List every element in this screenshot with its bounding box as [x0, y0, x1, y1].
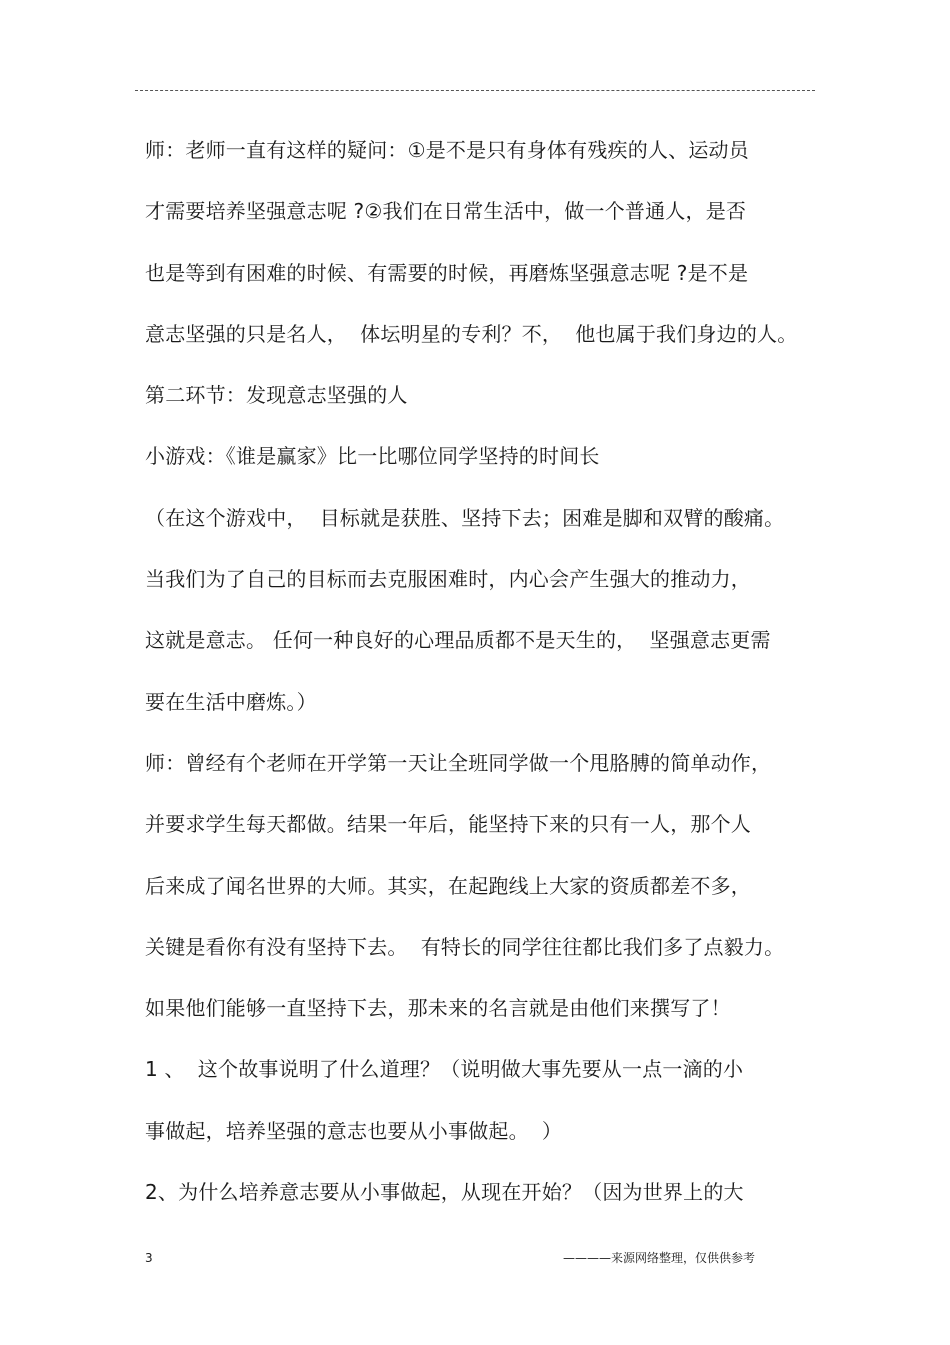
text-line: 这就是意志。 任何一种良好的心理品质都不是天生的， 坚强意志更需 [145, 628, 771, 653]
text-line: 后来成了闻名世界的大师。其实，在起跑线上大家的资质都差不多， [145, 873, 751, 898]
header-rule [135, 90, 815, 91]
text-line: 事做起，培养坚强的意志也要从小事做起。 ） [145, 1118, 563, 1143]
text-line: （在这个游戏中， 目标就是获胜、坚持下去；困难是脚和双臂的酸痛。 [145, 505, 785, 530]
text-line: 要在生活中磨炼。） [145, 689, 317, 714]
text-line: 当我们为了自己的目标而去克服困难时，内心会产生强大的推动力， [145, 567, 751, 592]
source-note: ————来源网络整理，仅供供参考 [562, 1251, 755, 1265]
text-line: 师：曾经有个老师在开学第一天让全班同学做一个甩胳膊的简单动作， [145, 750, 772, 775]
text-line: 师：老师一直有这样的疑问：①是不是只有身体有残疾的人、运动员 [145, 138, 749, 162]
text-line: 2、为什么培养意志要从小事做起，从现在开始？（因为世界上的大 [145, 1180, 744, 1205]
text-line: 也是等到有困难的时候、有需要的时候，再磨炼坚强意志呢 ?是不是 [145, 260, 749, 285]
text-line: 关键是看你有没有坚持下去。 有特长的同学往往都比我们多了点毅力。 [145, 934, 785, 959]
text-line: 小游戏：《谁是赢家》比一比哪位同学坚持的时间长 [145, 444, 600, 469]
text-line: 如果他们能够一直坚持下去，那未来的名言就是由他们来撰写了！ [145, 996, 731, 1021]
text-line: 意志坚强的只是名人， 体坛明星的专利？不， 他也属于我们身边的人。 [145, 321, 798, 346]
section-heading: 第二环节：发现意志坚强的人 [145, 383, 408, 408]
text-line: 才需要培养坚强意志呢 ?②我们在日常生活中，做一个普通人，是否 [145, 199, 747, 224]
text-line: 1 、 这个故事说明了什么道理？（说明做大事先要从一点一滴的小 [145, 1057, 744, 1082]
document-body [145, 120, 835, 1223]
page-footer [145, 1248, 755, 1268]
page-number: 3 [145, 1251, 153, 1265]
text-line: 并要求学生每天都做。结果一年后，能坚持下来的只有一人，那个人 [145, 812, 751, 837]
